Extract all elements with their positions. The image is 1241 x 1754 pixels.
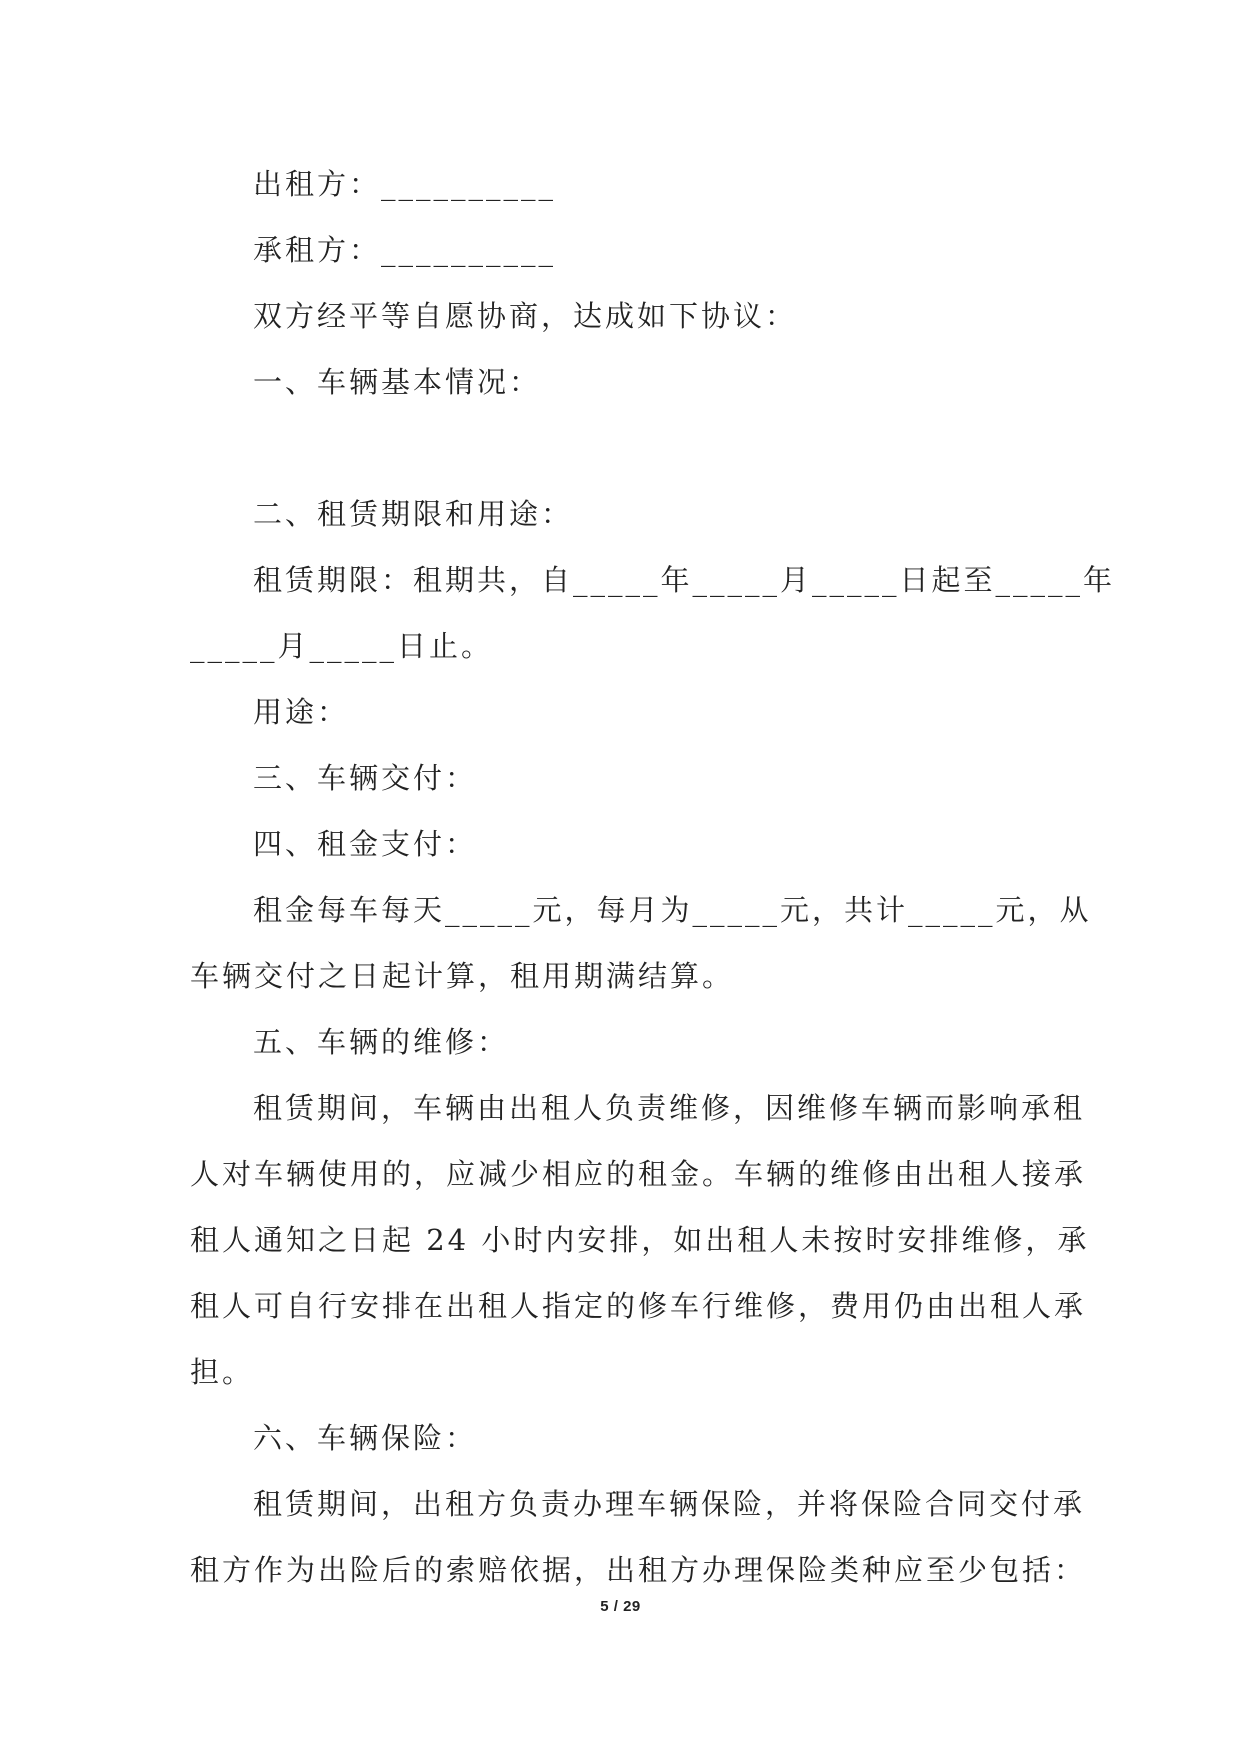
paragraph-line: 租赁期间，出租方负责办理车辆保险，并将保险合同交付承 bbox=[253, 1487, 1086, 1521]
purpose-line: 用途： bbox=[253, 695, 350, 729]
page-number: 5 / 29 bbox=[600, 1598, 641, 1615]
paragraph-line: 担。 bbox=[190, 1355, 255, 1389]
lessee-line: 承租方：__________ bbox=[253, 233, 557, 267]
agreement-intro: 双方经平等自愿协商，达成如下协议： bbox=[253, 299, 798, 333]
paragraph-line: _____月_____日止。 bbox=[190, 629, 494, 663]
paragraph-line: 租赁期间，车辆由出租人负责维修，因维修车辆而影响承租 bbox=[253, 1091, 1086, 1125]
section-heading-maintenance: 五、车辆的维修： bbox=[253, 1025, 510, 1059]
paragraph-line: 租金每车每天_____元，每月为_____元，共计_____元，从 bbox=[253, 893, 1092, 927]
lessor-line: 出租方：__________ bbox=[253, 167, 557, 201]
section-heading-delivery: 三、车辆交付： bbox=[253, 761, 478, 795]
paragraph-line: 人对车辆使用的，应减少相应的租金。车辆的维修由出租人接承 bbox=[190, 1157, 1087, 1191]
paragraph-line: 租方作为出险后的索赔依据，出租方办理保险类种应至少包括： bbox=[190, 1553, 1087, 1587]
paragraph-line: 车辆交付之日起计算，租用期满结算。 bbox=[190, 959, 735, 993]
section-heading-insurance: 六、车辆保险： bbox=[253, 1421, 478, 1455]
section-heading-rent-payment: 四、租金支付： bbox=[253, 827, 478, 861]
paragraph-line: 租人通知之日起 24 小时内安排，如出租人未按时安排维修，承 bbox=[190, 1223, 1090, 1257]
section-heading-vehicle-info: 一、车辆基本情况： bbox=[253, 365, 542, 399]
paragraph-line: 租赁期限：租期共，自_____年_____月_____日起至_____年 bbox=[253, 563, 1116, 597]
section-heading-lease-term: 二、租赁期限和用途： bbox=[253, 497, 574, 531]
paragraph-line: 租人可自行安排在出租人指定的修车行维修，费用仍由出租人承 bbox=[190, 1289, 1087, 1323]
